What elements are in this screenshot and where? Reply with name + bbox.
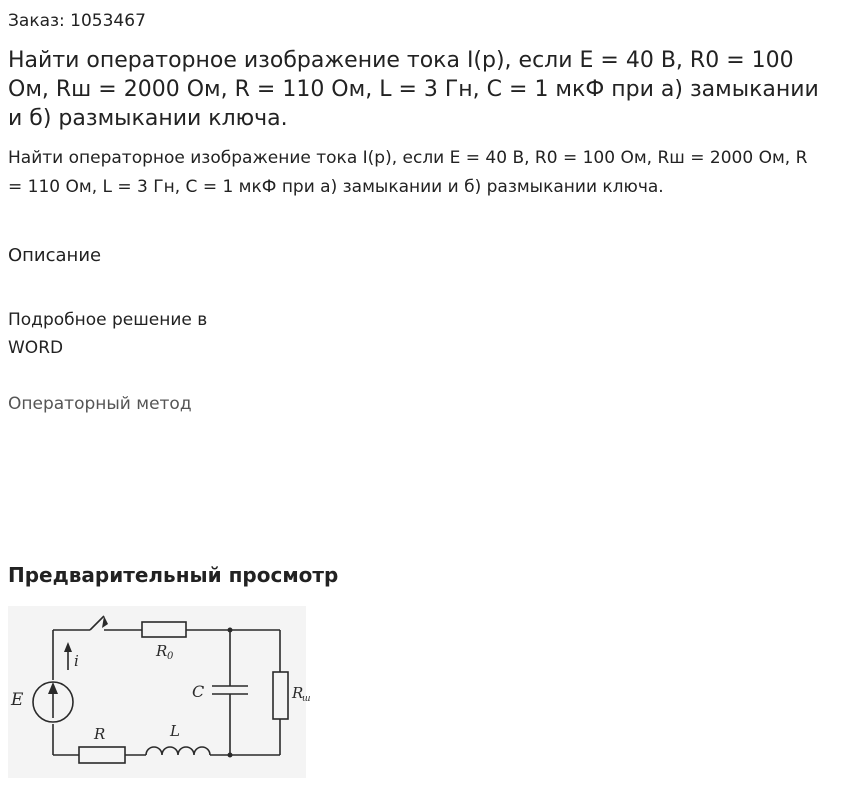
label-rsh: R <box>292 684 304 702</box>
preview-image <box>8 606 311 778</box>
page-title: Найти операторное изображение тока I(p), если E = 40 В, R0 = 100 Ом, Rш = 2000 Ом, R = 110 Ом, L = 3 Гн, C = 1 мкФ при а) замыкании и б) размыкании ключа. <box>8 48 819 131</box>
order-number: Заказ: 1053467 <box>8 11 146 31</box>
resistor-r0 <box>142 622 186 637</box>
source-arrow-head <box>48 682 58 694</box>
solution-format <box>8 306 207 362</box>
label-i: i <box>74 652 79 670</box>
label-c: C <box>192 682 205 701</box>
inductor-l <box>146 747 210 755</box>
solution-line-2: WORD <box>8 338 64 358</box>
label-l: L <box>170 722 180 740</box>
node-bottom <box>228 753 233 758</box>
task-description: Найти операторное изображение тока I(p), если E = 40 В, R0 = 100 Ом, Rш = 2000 Ом, R = 110 Ом, L = 3 Гн, C = 1 мкФ при а) замыкании и б) размыкании ключа. <box>8 148 808 197</box>
label-e: E <box>11 690 24 710</box>
circuit-diagram <box>8 606 311 778</box>
method-tag: Операторный метод <box>8 394 192 414</box>
label-rsh-sub: ш <box>302 694 311 704</box>
description-heading: Описание <box>8 245 102 266</box>
node-top <box>228 628 233 633</box>
preview-heading: Предварительный просмотр <box>8 563 339 587</box>
current-arrow-head <box>64 642 72 652</box>
label-r0-sub: 0 <box>167 651 174 662</box>
solution-line-1: Подробное решение в <box>8 310 208 330</box>
label-r0: R <box>156 642 168 660</box>
switch-blade <box>90 616 104 630</box>
label-r: R <box>94 725 106 743</box>
resistor-r <box>79 747 125 763</box>
resistor-rsh <box>273 672 288 719</box>
